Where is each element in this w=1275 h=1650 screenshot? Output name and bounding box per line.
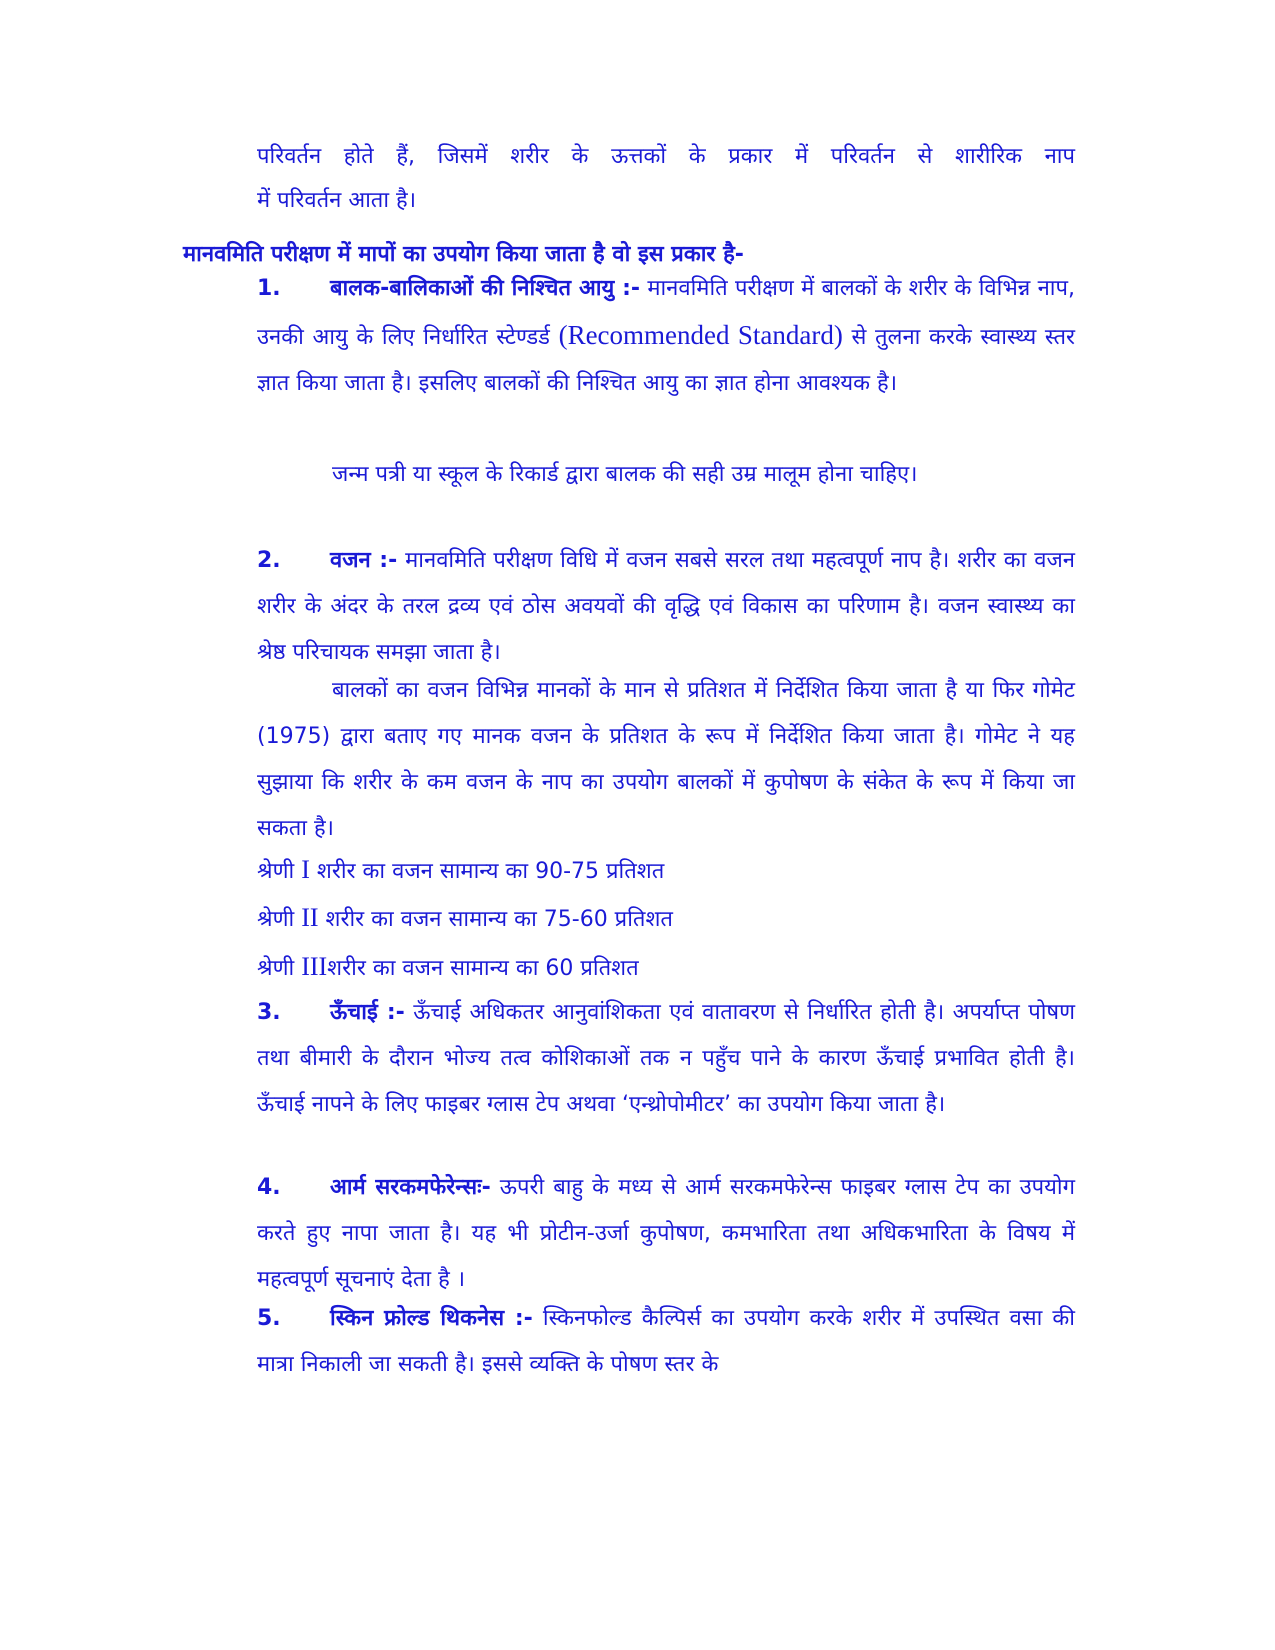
section-4-text: ऊपरी बाहु के मध्य से आर्म सरकमफेरेन्स फाइबर ग्लास टेप का उपयोग करते हुए नापा जाता है। यह भी प्रोटीन-उर्जा कुपोषण, कमभारिता तथा अधिकभारिता के विषय में महत्वपूर्ण सूचनाएं देता है । <box>257 1175 1075 1292</box>
section-2-paragraph-2: बालकों का वजन विभिन्न मानकों के मान से प्रतिशत में निर्देशित किया जाता है या फिर गोमेट (1975) द्वारा बताए गए मानक वजन के प्रतिशत के रूप में निर्देशित किया जाता है। गोमेट ने यह सुझाया कि शरीर के कम वजन के नाप का उपयोग बालकों में कुपोषण के संकेत के रूप में किया जा सकता है। <box>257 678 1075 841</box>
section-5-title: स्किन फ्रोल्ड थिकनेस :- <box>330 1306 533 1331</box>
section-2-paragraph <box>257 538 1075 676</box>
category-2-label: श्रेणी <box>257 907 295 932</box>
section-1-latin-term: (Recommended Standard) <box>558 320 843 350</box>
section-3-paragraph <box>257 990 1075 1128</box>
section-1-text-a: मानवमिति परीक्षण में बालकों के शरीर के विभिन्न नाप, उनकी आयु के लिए निर्धारित स्टेण्डर्ड <box>257 276 1075 350</box>
section-1-number: 1. <box>257 276 281 301</box>
category-3-text: शरीर का वजन सामान्य का 60 प्रतिशत <box>327 956 639 981</box>
category-3-label: श्रेणी <box>257 956 295 981</box>
section-4-title: आर्म सरकमफेरेन्सः- <box>330 1175 491 1200</box>
section-3-text: ऊँचाई अधिकतर आनुवांशिकता एवं वातावरण से निर्धारित होती है। अपर्याप्त पोषण तथा बीमारी के दौरान भोज्य तत्व कोशिकाओं तक न पहुँच पाने के कारण ऊँचाई प्रभावित होती है। ऊँचाई नापने के लिए फाइबर ग्लास टेप अथवा ‘एन्थ्रोपोमीटर’ का उपयोग किया जाता है। <box>257 1000 1076 1117</box>
category-1-roman: I <box>301 855 310 884</box>
category-2-roman: II <box>301 903 319 932</box>
category-1-label: श्रेणी <box>257 859 295 884</box>
section-heading: मानवमिति परीक्षण में मापों का उपयोग किया जाता है वो इस प्रकार है- <box>183 242 744 267</box>
section-1-paragraph <box>257 266 1075 407</box>
category-1-text: शरीर का वजन सामान्य का 90-75 प्रतिशत <box>316 859 665 884</box>
category-2 <box>257 895 673 943</box>
section-1-paragraph-2: जन्म पत्री या स्कूल के रिकार्ड द्वारा बालक की सही उम्र मालूम होना चाहिए। <box>332 462 918 487</box>
category-3-roman: III <box>301 952 328 981</box>
section-5-text: स्किनफोल्ड कैल्पिर्स का उपयोग करके शरीर में उपस्थित वसा की मात्रा निकाली जा सकती है। इससे व्यक्ति के पोषण स्तर के <box>257 1306 1076 1377</box>
intro-line-1: परिवर्तन होते हैं, जिसमें शरीर के ऊत्तकों के प्रकार में परिवर्तन से शारीरिक नाप <box>257 144 1075 169</box>
section-4-number: 4. <box>257 1175 281 1200</box>
category-1 <box>257 847 664 895</box>
intro-line-2: में परिवर्तन आता है। <box>257 188 417 213</box>
section-1-title: बालक-बालिकाओं की निश्चित आयु :- <box>330 276 641 301</box>
section-3-number: 3. <box>257 1000 281 1025</box>
section-5-paragraph <box>257 1296 1075 1388</box>
category-2-text: शरीर का वजन सामान्य का 75-60 प्रतिशत <box>325 907 673 932</box>
category-3 <box>257 944 639 992</box>
section-4-paragraph <box>257 1165 1075 1303</box>
section-2-title: वजन :- <box>330 548 398 573</box>
section-2-number: 2. <box>257 548 281 573</box>
section-1-text-b: से तुलना करके स्वास्थ्य स्तर ज्ञात किया जाता है। इसलिए बालकों की निश्चित आयु का ज्ञात होना आवश्यक है। <box>257 325 1076 396</box>
section-5-number: 5. <box>257 1306 281 1331</box>
section-2-text: मानवमिति परीक्षण विधि में वजन सबसे सरल तथा महत्वपूर्ण नाप है। शरीर का वजन शरीर के अंदर के तरल द्रव्य एवं ठोस अवयवों की वृद्धि एवं विकास का परिणाम है। वजन स्वास्थ्य का श्रेष्ठ परिचायक समझा जाता है। <box>257 548 1076 665</box>
section-3-title: ऊँचाई :- <box>330 1000 405 1025</box>
